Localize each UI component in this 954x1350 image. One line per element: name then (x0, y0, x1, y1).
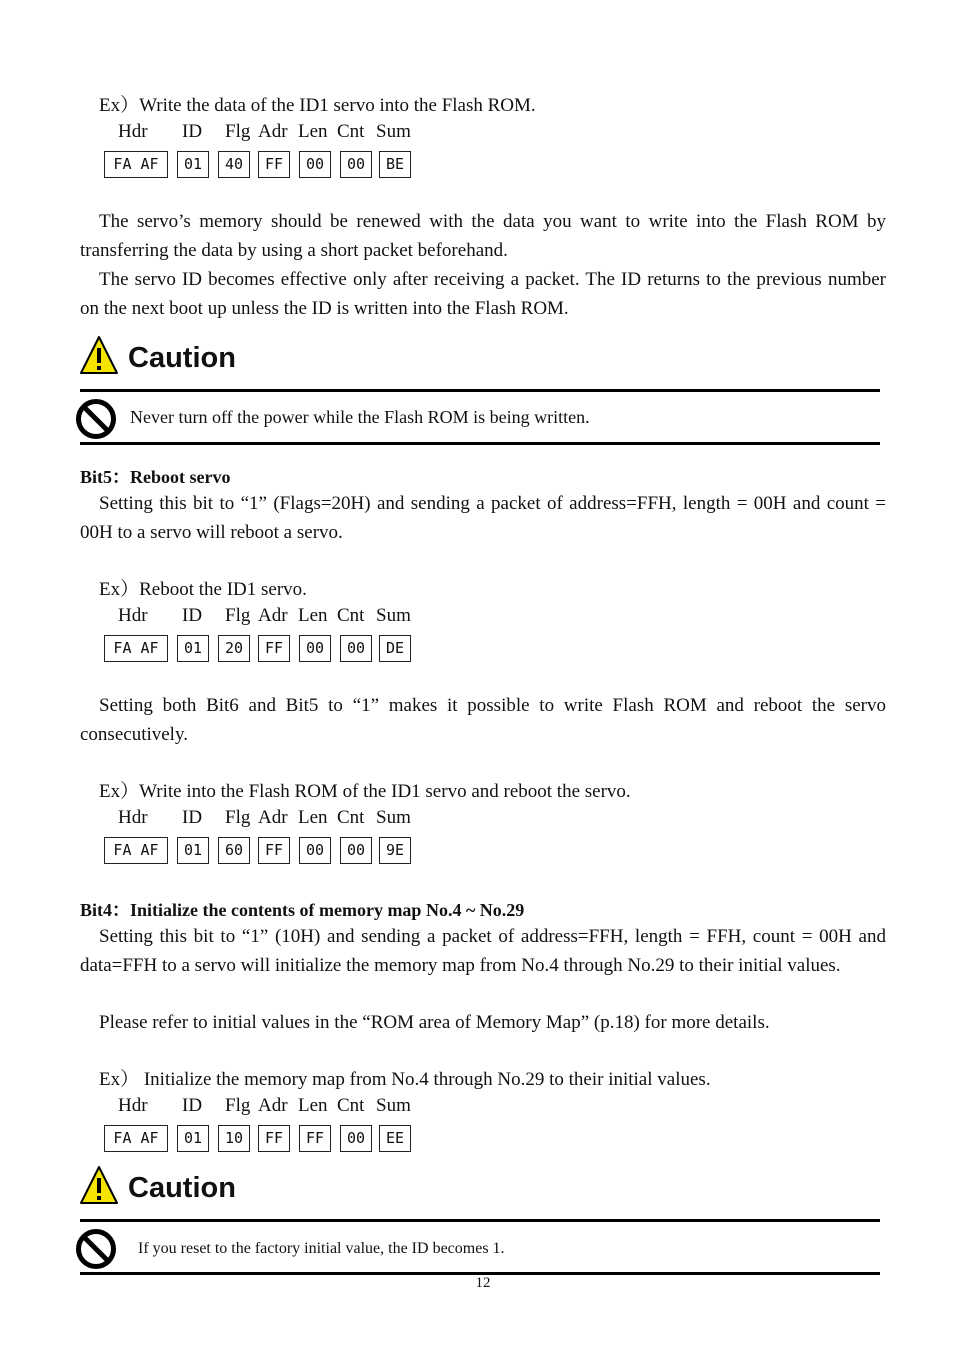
warning-triangle-icon (79, 335, 119, 375)
id-label: ID (182, 807, 203, 828)
byte-id: 01 (177, 1125, 209, 1152)
len-label: Len (298, 605, 328, 626)
example-label: Ex） Initialize the memory map from No.4 through No.29 to their initial values. (99, 1069, 711, 1090)
sum-label: Sum (376, 605, 411, 626)
byte-adr: FF (258, 1125, 290, 1152)
byte-sum: BE (379, 151, 411, 178)
byte-cnt: 00 (340, 635, 372, 662)
section-heading: Bit4：Initialize the contents of memory map No.4 ~ No.29 (80, 900, 525, 920)
caution-rule-bottom (80, 1272, 880, 1275)
len-label: Len (298, 807, 328, 828)
byte-cnt: 00 (340, 1125, 372, 1152)
sum-label: Sum (376, 1095, 411, 1116)
hdr-label: Hdr (118, 605, 148, 626)
cnt-label: Cnt (337, 121, 365, 142)
flg-label: Flg (225, 121, 251, 142)
byte-hdr: FA AF (104, 1125, 168, 1152)
caution-title: Caution (128, 1172, 236, 1204)
paragraph: The servo ID becomes effective only after receiving a packet. The ID returns to the previous number on the next boot up unless the ID is written into the Flash ROM. (80, 269, 886, 319)
id-label: ID (182, 121, 203, 142)
cnt-label: Cnt (337, 807, 365, 828)
byte-adr: FF (258, 635, 290, 662)
paragraph: The servo’s memory should be renewed with the data you want to write into the Flash ROM by transferring the data by using a short packet beforehand. (80, 211, 886, 261)
caution-title: Caution (128, 342, 236, 374)
byte-len: FF (299, 1125, 331, 1152)
byte-flg: 40 (218, 151, 250, 178)
caution-text: If you reset to the factory initial value, the ID becomes 1. (138, 1240, 505, 1257)
byte-id: 01 (177, 151, 209, 178)
byte-sum: 9E (379, 837, 411, 864)
len-label: Len (298, 121, 328, 142)
byte-cnt: 00 (340, 837, 372, 864)
byte-adr: FF (258, 837, 290, 864)
adr-label: Adr (258, 807, 288, 828)
byte-flg: 20 (218, 635, 250, 662)
sum-label: Sum (376, 121, 411, 142)
section-heading: Bit5：Reboot servo (80, 467, 231, 487)
paragraph: Please refer to initial values in the “ROM area of Memory Map” (p.18) for more details. (99, 1012, 770, 1033)
cnt-label: Cnt (337, 1095, 365, 1116)
paragraph: Setting this bit to “1” (10H) and sending a packet of address=FFH, length = FFH, count = 00H and data=FFH to a servo will initialize the memory map from No.4 through No.29 to their initial values. (80, 926, 886, 976)
byte-sum: DE (379, 635, 411, 662)
adr-label: Adr (258, 121, 288, 142)
warning-triangle-icon (79, 1165, 119, 1205)
adr-label: Adr (258, 605, 288, 626)
byte-hdr: FA AF (104, 837, 168, 864)
byte-id: 01 (177, 837, 209, 864)
hdr-label: Hdr (118, 1095, 148, 1116)
sum-label: Sum (376, 807, 411, 828)
prohibited-icon (75, 1228, 117, 1270)
flg-label: Flg (225, 807, 251, 828)
byte-flg: 10 (218, 1125, 250, 1152)
caution-rule-bottom (80, 442, 880, 445)
len-label: Len (298, 1095, 328, 1116)
example-label: Ex）Write into the Flash ROM of the ID1 servo and reboot the servo. (99, 781, 631, 802)
prohibited-icon (75, 398, 117, 440)
caution-rule-top (80, 389, 880, 392)
page-number: 12 (475, 1275, 491, 1291)
hdr-label: Hdr (118, 807, 148, 828)
example-label: Ex）Write the data of the ID1 servo into the Flash ROM. (99, 95, 536, 116)
byte-cnt: 00 (340, 151, 372, 178)
cnt-label: Cnt (337, 605, 365, 626)
flg-label: Flg (225, 605, 251, 626)
paragraph: Setting both Bit6 and Bit5 to “1” makes it possible to write Flash ROM and reboot the servo consecutively. (80, 695, 886, 745)
byte-len: 00 (299, 635, 331, 662)
paragraph: Setting this bit to “1” (Flags=20H) and sending a packet of address=FFH, length = 00H and count = 00H to a servo will reboot a servo. (80, 493, 886, 543)
byte-flg: 60 (218, 837, 250, 864)
example-label: Ex）Reboot the ID1 servo. (99, 579, 307, 600)
byte-adr: FF (258, 151, 290, 178)
id-label: ID (182, 1095, 203, 1116)
byte-len: 00 (299, 151, 331, 178)
byte-len: 00 (299, 837, 331, 864)
byte-hdr: FA AF (104, 151, 168, 178)
flg-label: Flg (225, 1095, 251, 1116)
adr-label: Adr (258, 1095, 288, 1116)
hdr-label: Hdr (118, 121, 148, 142)
id-label: ID (182, 605, 203, 626)
byte-id: 01 (177, 635, 209, 662)
byte-hdr: FA AF (104, 635, 168, 662)
byte-sum: EE (379, 1125, 411, 1152)
caution-rule-top (80, 1219, 880, 1222)
caution-text: Never turn off the power while the Flash ROM is being written. (130, 407, 590, 427)
